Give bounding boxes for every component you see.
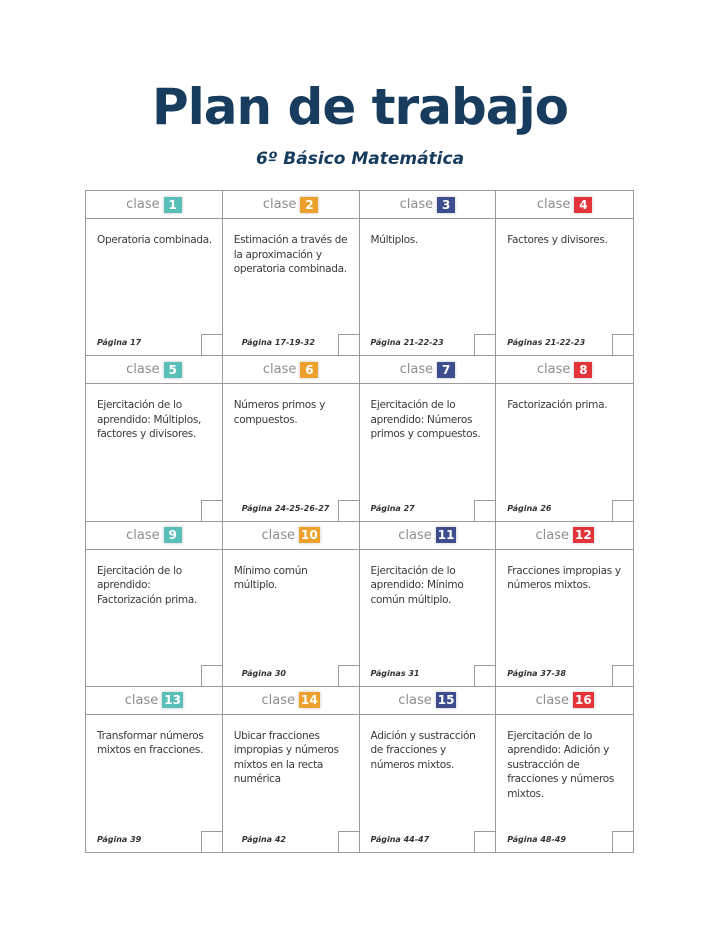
lesson-cell — [360, 356, 497, 521]
lesson-cell — [360, 687, 497, 852]
completion-checkbox[interactable] — [201, 500, 222, 521]
lesson-number-badge: 9 — [164, 527, 182, 543]
lesson-page-reference: Página 17-19-32 — [241, 338, 315, 348]
lesson-page-reference: Página 17 — [97, 338, 142, 348]
lesson-cell — [86, 191, 223, 356]
lesson-description: Ejercitación de lo aprendido: Múltiplos, factores y divisores. — [97, 399, 202, 441]
lesson-cell — [360, 522, 497, 687]
lesson-plan-grid — [85, 190, 634, 853]
lesson-header — [496, 356, 633, 384]
lesson-description: Operatoria combinada. — [97, 234, 212, 246]
completion-checkbox[interactable] — [338, 665, 359, 686]
lesson-description: Adición y sustracción de fracciones y números mixtos. — [370, 729, 476, 771]
lesson-page-reference: Página 42 — [241, 835, 286, 844]
lesson-page-reference: Página 44-47 — [370, 835, 430, 844]
lesson-page-reference: Página 24-25-26-27 — [241, 503, 330, 513]
lesson-label: clase — [535, 527, 570, 543]
lesson-page-reference: Páginas 21-22-23 — [507, 338, 586, 348]
lesson-label: clase — [536, 362, 571, 378]
completion-checkbox[interactable] — [201, 334, 222, 355]
lesson-number-badge: 10 — [301, 528, 318, 542]
lesson-cell — [496, 191, 633, 356]
lesson-page-reference: Página 30 — [241, 668, 286, 678]
lesson-description: Múltiplos. — [370, 234, 418, 246]
lesson-number-badge: 4 — [574, 197, 592, 213]
lesson-cell — [496, 687, 633, 852]
lesson-label: clase — [399, 362, 434, 378]
lesson-description: Estimación a través de la aproximación y operatoria combinada. — [233, 234, 348, 275]
completion-checkbox[interactable] — [201, 665, 222, 686]
lesson-header — [360, 687, 496, 715]
lesson-number-badge: 13 — [164, 693, 181, 708]
lesson-header — [496, 522, 633, 550]
completion-checkbox[interactable] — [612, 831, 633, 852]
completion-checkbox[interactable] — [338, 500, 359, 521]
lesson-description: Factores y divisores. — [507, 234, 608, 246]
lesson-label: clase — [536, 197, 571, 212]
completion-checkbox[interactable] — [201, 831, 222, 852]
lesson-cell — [223, 356, 360, 521]
lesson-label: clase — [398, 527, 432, 543]
completion-checkbox[interactable] — [612, 334, 633, 355]
lesson-description: Fracciones impropias y números mixtos. — [507, 564, 621, 591]
lesson-cell — [86, 522, 223, 687]
lesson-header — [86, 191, 222, 219]
completion-checkbox[interactable] — [612, 500, 633, 521]
lesson-number-badge: 1 — [164, 197, 182, 213]
lesson-label: clase — [124, 692, 159, 708]
lesson-description: Ejercitación de lo aprendido: Números primos y compuestos. — [370, 399, 481, 441]
lesson-cell — [496, 356, 633, 521]
lesson-label: clase — [398, 692, 432, 708]
lesson-cell — [86, 356, 223, 521]
lesson-header — [360, 522, 496, 550]
lesson-label: clase — [126, 362, 160, 378]
lesson-description: Números primos y compuestos. — [233, 399, 326, 426]
lesson-cell — [86, 687, 223, 852]
lesson-cell — [223, 687, 360, 852]
lesson-header — [360, 191, 496, 219]
lesson-number-badge: 6 — [300, 362, 318, 378]
lesson-page-reference: Páginas 31 — [370, 668, 420, 678]
lesson-number-badge: 5 — [164, 362, 182, 378]
lesson-page-reference: Página 26 — [507, 503, 552, 513]
lesson-header — [496, 191, 633, 219]
lesson-label: clase — [126, 197, 160, 212]
completion-checkbox[interactable] — [474, 500, 495, 521]
lesson-page-reference: Página 39 — [97, 835, 142, 844]
lesson-number-badge: 15 — [437, 693, 455, 708]
lesson-number-badge: 7 — [437, 362, 455, 378]
lesson-number-badge: 11 — [437, 528, 455, 542]
lesson-page-reference: Página 21-22-23 — [370, 338, 444, 348]
lesson-header — [223, 191, 359, 219]
lesson-header — [86, 356, 222, 384]
lesson-number-badge: 8 — [574, 362, 592, 378]
lesson-label: clase — [535, 692, 570, 708]
lesson-label: clase — [399, 197, 434, 212]
completion-checkbox[interactable] — [338, 334, 359, 355]
lesson-header — [223, 687, 359, 715]
lesson-cell — [360, 191, 497, 356]
lesson-header — [223, 522, 359, 550]
lesson-label: clase — [261, 692, 296, 708]
lesson-description: Ejercitación de lo aprendido: Mínimo común múltiplo. — [370, 564, 464, 606]
completion-checkbox[interactable] — [338, 831, 359, 852]
lesson-number-badge: 12 — [575, 528, 592, 542]
lesson-page-reference: Página 27 — [370, 503, 415, 513]
lesson-description: Ejercitación de lo aprendido: Adición y sustracción de fracciones y números mixtos. — [507, 729, 615, 800]
lesson-description: Ubicar fracciones impropias y números mixtos en la recta numérica — [233, 729, 339, 786]
completion-checkbox[interactable] — [612, 665, 633, 686]
lesson-label: clase — [262, 362, 297, 378]
lesson-description: Mínimo común múltiplo. — [233, 564, 308, 591]
lesson-cell — [223, 191, 360, 356]
lesson-header — [360, 356, 496, 384]
lesson-description: Factorización prima. — [507, 399, 608, 412]
lesson-header — [496, 687, 633, 715]
lesson-number-badge: 16 — [575, 693, 592, 708]
lesson-description: Transformar números mixtos en fracciones. — [97, 729, 204, 757]
completion-checkbox[interactable] — [474, 334, 495, 355]
lesson-number-badge: 3 — [437, 197, 455, 213]
lesson-page-reference: Página 48-49 — [507, 835, 566, 844]
lesson-header — [86, 687, 222, 715]
completion-checkbox[interactable] — [474, 665, 495, 686]
page-subtitle: 6º Básico Matemática — [255, 149, 465, 169]
lesson-page-reference: Página 37-38 — [507, 668, 566, 678]
lesson-header — [223, 356, 359, 384]
lesson-number-badge: 14 — [301, 693, 318, 708]
lesson-number-badge: 2 — [300, 197, 318, 213]
lesson-cell — [496, 522, 633, 687]
lesson-label: clase — [126, 527, 160, 543]
page-title: Plan de trabajo — [152, 78, 568, 136]
lesson-description: Ejercitación de lo aprendido: Factorización prima. — [97, 564, 198, 606]
lesson-header — [86, 522, 222, 550]
lesson-label: clase — [262, 197, 297, 212]
lesson-cell — [223, 522, 360, 687]
lesson-label: clase — [261, 527, 296, 543]
completion-checkbox[interactable] — [474, 831, 495, 852]
